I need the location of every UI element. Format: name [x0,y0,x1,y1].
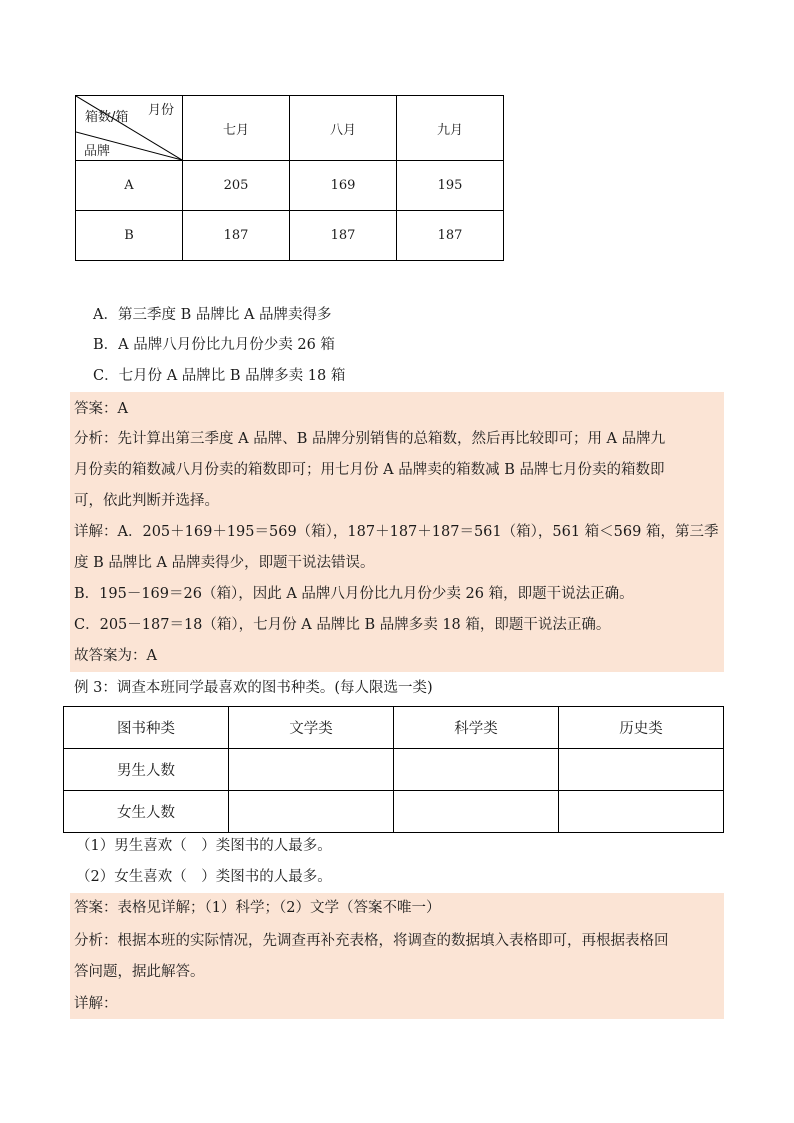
table-row [64,749,724,791]
brand-cell: B [76,211,183,261]
analysis-line: 答问题，据此解答。 [74,964,205,980]
empty-cell [559,791,724,833]
value-cell: 187 [183,211,290,261]
detail-line: B．195－169＝26（箱），因此 A 品牌八月份比九月份少卖 26 箱，即题干说法正确。 [74,586,634,602]
table-row [76,161,504,211]
month-header: 八月 [290,96,397,161]
analysis-line: 分析：根据本班的实际情况，先调查再补充表格，将调查的数据填入表格即可，再根据表格回 [74,933,669,949]
brand-cell: A [76,161,183,211]
row-label: 男生人数 [64,749,229,791]
sales-table [75,95,504,261]
row-label: 女生人数 [64,791,229,833]
month-header: 九月 [397,96,504,161]
diagonal-header-cell [76,96,183,161]
survey-table [63,706,724,833]
final-answer: 故答案为：A [74,648,157,664]
empty-cell [394,791,559,833]
header-cell: 科学类 [394,707,559,749]
question-1: （1）男生喜欢（ ）类图书的人最多。 [76,838,332,854]
detail-label: 详解： [74,996,118,1012]
value-cell: 205 [183,161,290,211]
value-cell: 187 [290,211,397,261]
detail-line: 度 B 品牌比 A 品牌卖得少，即题干说法错误。 [74,555,375,571]
month-header: 七月 [183,96,290,161]
header-brand-label: 品牌 [84,144,111,159]
answer-text: 答案：A [74,401,128,417]
answer-text: 答案：表格见详解；（1）科学；（2）文学（答案不唯一） [74,900,441,916]
header-month-label: 月份 [148,103,175,118]
header-boxes-label: 箱数/箱 [85,110,129,125]
analysis-line: 月份卖的箱数减八月份卖的箱数即可；用七月份 A 品牌卖的箱数减 B 品牌七月份卖的箱数即 [74,462,665,478]
option-a: A．第三季度 B 品牌比 A 品牌卖得多 [93,307,332,323]
option-c: C．七月份 A 品牌比 B 品牌多卖 18 箱 [93,368,346,384]
header-cell: 文学类 [229,707,394,749]
analysis-line: 分析：先计算出第三季度 A 品牌、B 品牌分别销售的总箱数，然后再比较即可；用 A 品牌九 [74,431,666,447]
value-cell: 169 [290,161,397,211]
detail-line: C．205－187＝18（箱），七月份 A 品牌比 B 品牌多卖 18 箱，即题干说法正确。 [74,617,611,633]
empty-cell [229,791,394,833]
detail-line: 详解：A．205＋169＋195＝569（箱），187＋187＋187＝561（箱），561 箱＜569 箱，第三季 [74,524,719,540]
header-cell: 图书种类 [64,707,229,749]
empty-cell [394,749,559,791]
table-header-row [64,707,724,749]
question-2: （2）女生喜欢（ ）类图书的人最多。 [76,869,332,885]
table-header-row [76,96,504,161]
option-b: B．A 品牌八月份比九月份少卖 26 箱 [93,337,335,353]
header-cell: 历史类 [559,707,724,749]
value-cell: 195 [397,161,504,211]
value-cell: 187 [397,211,504,261]
empty-cell [559,749,724,791]
example-title: 例 3：调查本班同学最喜欢的图书种类。(每人限选一类) [74,680,433,696]
table-row [64,791,724,833]
table-row [76,211,504,261]
empty-cell [229,749,394,791]
analysis-line: 可，依此判断并选择。 [74,493,219,509]
